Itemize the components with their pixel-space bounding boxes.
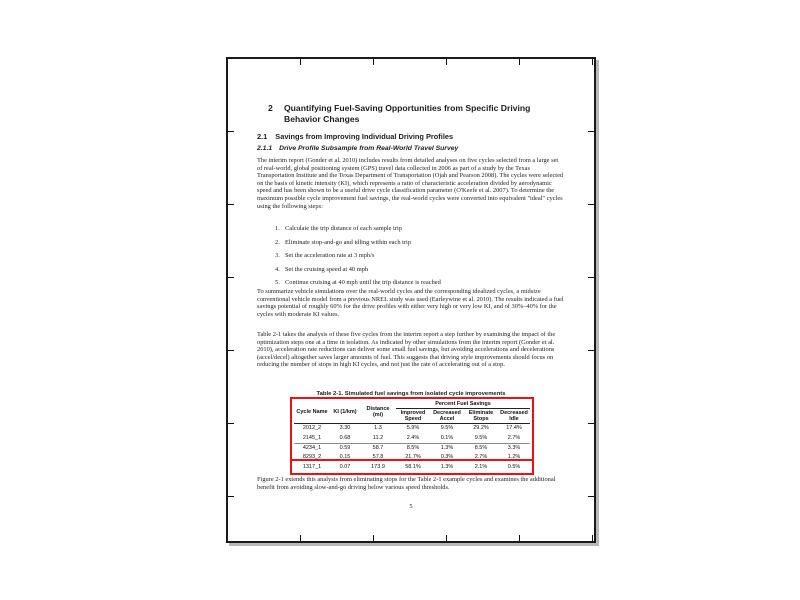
table-cell: 58.7 (372, 444, 384, 451)
fuel-savings-table (294, 400, 530, 472)
table-cell: 0.68 (330, 433, 360, 443)
col-header-eliminate-stops: Eliminate Stops (468, 410, 494, 422)
subsubsection-heading (257, 145, 458, 152)
paragraph-figure-reference: Figure 2-1 extends this analysis from eliminating stops for the Table 2-1 example cycles and examines the additional benefit from avoiding slow-and-go driving below various speed thresholds. (257, 476, 556, 491)
list-item-text: Continue cruising at 40 mph until the trip distance is reached (285, 279, 441, 287)
table-cell: 0.1% (430, 433, 464, 443)
table-cell: 1317_1 (302, 463, 322, 470)
list-item-number: 5. (275, 279, 280, 287)
table-cell: 9.5% (440, 425, 454, 432)
table-cell: 1.3 (374, 425, 382, 432)
table-cell: 21.7% (405, 454, 421, 461)
subsubsection-number: 2.1.1 (257, 145, 273, 152)
table-cell: 17.4% (506, 425, 522, 432)
ruler-ticks-left (228, 59, 234, 541)
table-row (294, 433, 530, 443)
table-cell: 9.5% (464, 433, 498, 443)
list-item (275, 266, 555, 273)
list-item-number: 2. (275, 238, 280, 246)
table-cell: 3.3% (507, 444, 521, 451)
table-row (294, 453, 530, 462)
list-item-number: 3. (275, 252, 280, 260)
col-header-decreased-accel: Decreased Accel (433, 410, 461, 422)
paragraph-intro: The interim report (Gonder et al. 2010) includes results from detailed analyses on five cycles selected from a large set of real-world, global positioning system (GPS) travel data collected in 2006 as part of a study by the Texas Transportation Institute and the Texas Department of Transportation (Ojah and Pearson 2008). The cycles were selected on the basis of kinetic intensity (KI), which represents a ratio of characteristic acceleration divided by aerodynamic speed and has been shown to be a useful drive cycle classification parameter (O'Keefe et al. 2007). To determine the maximum possible cycle improvement fuel savings, the real-world cycles were converted into equivalent "ideal" cycles using the following steps: (257, 157, 564, 210)
list-item-number: 4. (275, 265, 280, 273)
list-item-number: 1. (275, 225, 280, 232)
subsubsection-title: Drive Profile Subsample from Real-World Travel Survey (279, 145, 459, 152)
col-header-cycle-name: Cycle Name (296, 408, 328, 415)
table-cell: 2.7% (498, 433, 530, 443)
table-cell: 0.07 (339, 463, 351, 470)
table-row (294, 463, 530, 472)
section-number: 2 (268, 103, 273, 113)
table-cell: 4234_1 (302, 444, 322, 451)
table-cell: 29.2% (473, 425, 489, 432)
table-cell: 0.3% (440, 454, 454, 461)
col-header-decreased-idle: Decreased Idle (500, 410, 528, 422)
table-cell: 58.1% (405, 463, 421, 470)
col-header-improved-speed: Improved Speed (400, 410, 426, 422)
list-item-text: Calculate the trip distance of each sample trip (285, 225, 402, 232)
col-header-ki: KI (1/km) (333, 408, 357, 415)
list-item (275, 239, 555, 246)
table-cell: 57.8 (372, 454, 384, 461)
col-header-distance: Distance (mi) (366, 405, 390, 418)
list-item (275, 225, 555, 232)
subsection-number: 2.1 (257, 132, 268, 141)
table-cell: 1.3% (440, 463, 454, 470)
table-header (294, 400, 530, 424)
list-item (275, 252, 555, 259)
list-item (275, 279, 555, 286)
paragraph-table-discussion: Table 2-1 takes the analysis of these five cycles from the interim report a step further by examining the impact of the optimization steps one at a time in isolation. As indicated by other simulations from the interim report (Gonder et al. 2010), acceleration rate reductions can deliver some small fuel savings, but avoiding accelerations and decelerations (accel/decel) altogether saves larger amounts of fuel. This suggests that driving style improvements should focus on reducing the number of stops in high KI cycles, and not just the rate of accelerating out of a stop. (257, 331, 556, 369)
table-cell: 1.2% (507, 454, 521, 461)
table-cell: 8.5% (406, 444, 420, 451)
table-cell: 5.9% (406, 425, 420, 432)
list-item-text: Set the cruising speed at 40 mph (285, 265, 369, 273)
table-row (294, 424, 530, 434)
list-item-text: Set the acceleration rate at 3 mph/s (285, 252, 375, 260)
document-page (226, 57, 596, 543)
subsection-heading (257, 132, 453, 141)
idealization-steps-list (275, 225, 555, 293)
list-item-text: Eliminate stop-and-go and idling within each trip (285, 238, 412, 246)
section-heading (268, 103, 560, 125)
table-row (294, 443, 530, 453)
fuel-savings-table-wrap (294, 400, 530, 472)
paragraph-simulation-results: To summarize vehicle simulations over the real-world cycles and the corresponding idealized cycles, a midsize conventional vehicle model from a previous NREL study was used (Earleywine et al. 2010). The results indicated a fuel savings potential of roughly 60% for the drive profiles with either very high or very low KI, and of 30%–40% for the cycles with moderate KI values. (257, 288, 564, 318)
table-cell: 11.2 (360, 433, 396, 443)
table-cell: 0.15 (339, 454, 351, 461)
ruler-ticks-right (588, 59, 594, 541)
table-cell: 2012_2 (302, 425, 322, 432)
table-cell: 2.4% (396, 433, 430, 443)
table-cell: 0.5% (507, 463, 521, 470)
table-cell: 2.1% (474, 463, 488, 470)
table-cell: 8.5% (474, 444, 488, 451)
ruler-ticks-bottom (228, 535, 594, 541)
subsection-title: Savings from Improving Individual Driving Profiles (275, 132, 454, 141)
table-cell: 2.7% (474, 454, 488, 461)
table-caption: Table 2-1. Simulated fuel savings from isolated cycle improvements (316, 391, 506, 397)
table-cell: 2145_1 (294, 433, 330, 443)
page-number: 5 (409, 503, 413, 510)
table-cell: 173.9 (371, 463, 385, 470)
ruler-ticks-top (228, 59, 594, 65)
table-cell: 0.59 (339, 444, 351, 451)
table-cell: 3.30 (339, 425, 351, 432)
section-title: Quantifying Fuel-Saving Opportunities from Specific Driving Behavior Changes (284, 103, 531, 124)
col-group-header-percent-fuel-savings: Percent Fuel Savings (396, 400, 530, 409)
table-cell: 8293_2 (302, 454, 322, 461)
table-cell: 1.3% (440, 444, 454, 451)
